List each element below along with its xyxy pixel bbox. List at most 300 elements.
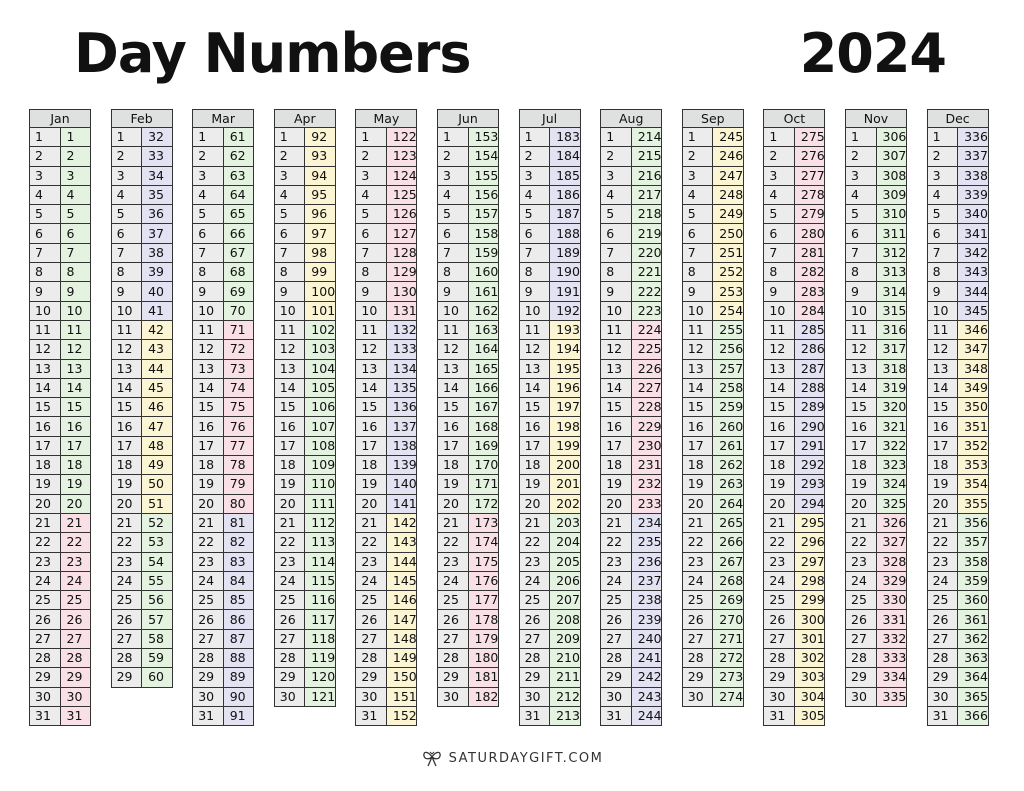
day-of-month: 18 [601,456,632,475]
day-of-year: 145 [386,571,417,590]
table-row [30,706,91,725]
day-of-year: 247 [713,166,744,185]
table-row [30,320,91,339]
day-of-month: 18 [519,456,550,475]
day-of-year: 219 [631,224,662,243]
day-of-month: 21 [438,513,469,532]
month-table [682,109,744,707]
table-row [193,359,254,378]
day-of-month: 16 [438,417,469,436]
table-row [193,591,254,610]
day-of-month: 29 [30,668,61,687]
day-of-month: 27 [764,629,795,648]
day-of-month: 3 [519,166,550,185]
day-of-month: 19 [438,475,469,494]
day-of-month: 23 [682,552,713,571]
day-of-month: 14 [274,378,305,397]
table-row [764,263,825,282]
day-of-year: 293 [794,475,825,494]
day-of-year: 104 [305,359,336,378]
day-of-year: 180 [468,649,499,668]
day-of-year: 22 [60,533,91,552]
day-of-year: 73 [223,359,254,378]
day-of-year: 16 [60,417,91,436]
table-row [111,128,172,147]
table-row [438,571,499,590]
day-of-month: 2 [356,147,387,166]
table-row [193,282,254,301]
day-of-month: 31 [764,706,795,725]
day-of-year: 253 [713,282,744,301]
table-row [519,128,580,147]
day-of-year: 61 [223,128,254,147]
day-of-month: 5 [682,205,713,224]
day-of-month: 29 [438,668,469,687]
day-of-month: 11 [927,320,958,339]
day-of-month: 19 [519,475,550,494]
day-of-year: 191 [550,282,581,301]
table-row [111,610,172,629]
day-of-year: 232 [631,475,662,494]
day-of-month: 6 [30,224,61,243]
table-row [519,571,580,590]
table-row [274,668,335,687]
day-of-year: 91 [223,706,254,725]
day-of-month: 25 [438,591,469,610]
day-of-year: 215 [631,147,662,166]
day-of-month: 29 [274,668,305,687]
month-table [111,109,173,688]
day-of-year: 224 [631,320,662,339]
table-row [274,359,335,378]
table-row [356,436,417,455]
day-of-year: 237 [631,571,662,590]
day-of-year: 125 [386,185,417,204]
table-row [601,533,662,552]
table-row [356,320,417,339]
day-of-year: 324 [876,475,907,494]
table-row [519,552,580,571]
day-of-year: 43 [142,340,173,359]
day-of-year: 78 [223,456,254,475]
day-of-year: 332 [876,629,907,648]
day-of-month: 30 [193,687,224,706]
day-of-month: 28 [356,649,387,668]
day-of-month: 22 [356,533,387,552]
day-of-month: 10 [438,301,469,320]
day-of-month: 21 [519,513,550,532]
table-row [764,147,825,166]
day-of-month: 5 [30,205,61,224]
day-of-year: 342 [958,243,989,262]
table-row [927,320,988,339]
day-of-year: 60 [142,668,173,687]
table-row [30,359,91,378]
day-of-month: 30 [438,687,469,706]
table-row [764,166,825,185]
day-of-month: 20 [438,494,469,513]
day-of-year: 177 [468,591,499,610]
day-of-year: 31 [60,706,91,725]
day-of-month: 13 [764,359,795,378]
day-of-year: 118 [305,629,336,648]
day-of-month: 24 [193,571,224,590]
table-row [927,205,988,224]
day-of-month: 9 [111,282,142,301]
table-row [193,243,254,262]
day-of-year: 182 [468,687,499,706]
day-of-year: 283 [794,282,825,301]
day-of-year: 53 [142,533,173,552]
table-row [519,513,580,532]
day-of-year: 40 [142,282,173,301]
day-of-year: 307 [876,147,907,166]
day-of-month: 30 [30,687,61,706]
month-table [29,109,91,726]
day-of-month: 17 [30,436,61,455]
day-of-month: 4 [30,185,61,204]
table-row [927,513,988,532]
table-row [356,591,417,610]
day-of-year: 140 [386,475,417,494]
day-of-year: 356 [958,513,989,532]
day-of-month: 14 [764,378,795,397]
day-of-year: 63 [223,166,254,185]
day-of-month: 15 [519,398,550,417]
day-of-month: 7 [764,243,795,262]
table-row [927,436,988,455]
day-of-year: 23 [60,552,91,571]
day-of-year: 246 [713,147,744,166]
table-row [30,340,91,359]
table-row [764,494,825,513]
day-of-month: 16 [356,417,387,436]
day-of-month: 12 [601,340,632,359]
day-of-year: 127 [386,224,417,243]
day-of-year: 109 [305,456,336,475]
day-of-year: 300 [794,610,825,629]
day-of-month: 15 [438,398,469,417]
brand-logo [421,748,604,768]
day-of-year: 213 [550,706,581,725]
day-of-year: 308 [876,166,907,185]
table-row [274,417,335,436]
day-of-month: 10 [601,301,632,320]
day-of-year: 211 [550,668,581,687]
table-row [111,552,172,571]
table-row [764,359,825,378]
table-row [519,147,580,166]
day-of-year: 322 [876,436,907,455]
day-of-year: 29 [60,668,91,687]
day-of-year: 361 [958,610,989,629]
table-row [438,513,499,532]
table-row [274,398,335,417]
table-row [601,147,662,166]
day-of-month: 16 [111,417,142,436]
table-row [601,436,662,455]
table-row [356,571,417,590]
day-of-month: 1 [438,128,469,147]
day-of-year: 241 [631,649,662,668]
day-of-year: 100 [305,282,336,301]
day-of-year: 42 [142,320,173,339]
day-of-year: 170 [468,456,499,475]
day-of-year: 238 [631,591,662,610]
table-row [193,224,254,243]
day-of-year: 350 [958,398,989,417]
day-of-month: 10 [682,301,713,320]
table-row [438,340,499,359]
table-row [111,301,172,320]
table-row [193,128,254,147]
table-row [519,629,580,648]
day-of-year: 245 [713,128,744,147]
day-of-month: 3 [927,166,958,185]
day-of-month: 29 [111,668,142,687]
table-row [193,147,254,166]
day-of-year: 6 [60,224,91,243]
day-of-month: 12 [438,340,469,359]
day-of-month: 22 [274,533,305,552]
table-row [519,282,580,301]
day-of-month: 13 [682,359,713,378]
table-row [519,610,580,629]
day-of-month: 14 [111,378,142,397]
day-of-month: 5 [846,205,877,224]
table-row [601,166,662,185]
day-of-year: 257 [713,359,744,378]
table-row [193,533,254,552]
day-of-month: 20 [927,494,958,513]
day-of-month: 15 [356,398,387,417]
day-of-year: 99 [305,263,336,282]
day-of-year: 86 [223,610,254,629]
day-of-month: 19 [111,475,142,494]
day-of-month: 21 [274,513,305,532]
day-of-year: 315 [876,301,907,320]
day-of-month: 13 [111,359,142,378]
day-of-year: 97 [305,224,336,243]
day-of-month: 12 [519,340,550,359]
day-of-year: 24 [60,571,91,590]
day-of-month: 4 [846,185,877,204]
day-of-month: 4 [601,185,632,204]
table-row [927,687,988,706]
day-of-month: 11 [601,320,632,339]
table-row [601,706,662,725]
day-of-month: 27 [519,629,550,648]
day-of-month: 8 [519,263,550,282]
month-aug [600,109,662,726]
table-row [601,417,662,436]
day-of-month: 4 [274,185,305,204]
day-of-month: 24 [274,571,305,590]
table-row [111,668,172,687]
table-row [356,359,417,378]
day-of-month: 6 [764,224,795,243]
day-of-year: 317 [876,340,907,359]
day-of-year: 276 [794,147,825,166]
table-row [682,436,743,455]
day-of-month: 19 [846,475,877,494]
day-of-year: 149 [386,649,417,668]
day-of-month: 11 [193,320,224,339]
day-of-year: 242 [631,668,662,687]
table-row [519,320,580,339]
day-of-year: 338 [958,166,989,185]
day-of-year: 164 [468,340,499,359]
day-of-month: 13 [519,359,550,378]
month-header: Jun [438,110,499,128]
day-of-year: 54 [142,552,173,571]
day-of-month: 20 [111,494,142,513]
day-of-year: 229 [631,417,662,436]
day-of-month: 8 [274,263,305,282]
table-row [846,687,907,706]
table-row [764,533,825,552]
day-of-month: 13 [438,359,469,378]
day-of-year: 265 [713,513,744,532]
day-of-month: 28 [193,649,224,668]
table-row [846,224,907,243]
day-of-month: 7 [438,243,469,262]
day-of-year: 82 [223,533,254,552]
day-of-year: 336 [958,128,989,147]
table-row [846,533,907,552]
day-of-year: 360 [958,591,989,610]
day-of-month: 4 [682,185,713,204]
day-of-year: 98 [305,243,336,262]
table-row [846,320,907,339]
day-of-month: 10 [274,301,305,320]
day-of-year: 88 [223,649,254,668]
table-row [30,417,91,436]
day-of-year: 139 [386,456,417,475]
day-of-month: 27 [846,629,877,648]
day-of-month: 26 [927,610,958,629]
day-of-year: 320 [876,398,907,417]
table-row [111,417,172,436]
day-of-year: 279 [794,205,825,224]
table-row [764,571,825,590]
day-of-year: 302 [794,649,825,668]
day-of-year: 233 [631,494,662,513]
table-row [927,475,988,494]
day-of-year: 120 [305,668,336,687]
day-of-year: 112 [305,513,336,532]
table-row [927,571,988,590]
table-row [764,513,825,532]
day-of-year: 263 [713,475,744,494]
day-of-month: 14 [30,378,61,397]
table-row [274,185,335,204]
table-row [438,166,499,185]
table-row [30,629,91,648]
table-row [438,456,499,475]
day-of-month: 17 [764,436,795,455]
table-row [30,533,91,552]
table-row [682,301,743,320]
day-of-year: 298 [794,571,825,590]
day-of-year: 319 [876,378,907,397]
day-of-year: 345 [958,301,989,320]
day-of-month: 16 [846,417,877,436]
day-of-month: 21 [30,513,61,532]
table-row [438,552,499,571]
month-header: Sep [682,110,743,128]
table-row [438,224,499,243]
table-row [193,263,254,282]
day-of-year: 105 [305,378,336,397]
table-row [846,513,907,532]
table-row [927,378,988,397]
table-row [519,668,580,687]
day-of-month: 31 [30,706,61,725]
month-header: Dec [927,110,988,128]
day-of-month: 25 [111,591,142,610]
day-of-month: 28 [846,649,877,668]
day-of-month: 26 [846,610,877,629]
day-of-year: 72 [223,340,254,359]
table-row [846,147,907,166]
day-of-month: 30 [764,687,795,706]
day-of-year: 123 [386,147,417,166]
day-of-year: 7 [60,243,91,262]
day-of-year: 107 [305,417,336,436]
day-of-year: 111 [305,494,336,513]
day-of-month: 21 [601,513,632,532]
table-row [601,571,662,590]
table-row [519,301,580,320]
day-of-month: 6 [193,224,224,243]
day-of-month: 25 [846,591,877,610]
day-of-year: 243 [631,687,662,706]
table-row [519,591,580,610]
day-of-month: 23 [274,552,305,571]
day-of-month: 25 [927,591,958,610]
day-of-month: 18 [438,456,469,475]
day-of-month: 4 [356,185,387,204]
day-of-year: 341 [958,224,989,243]
day-of-year: 65 [223,205,254,224]
table-row [927,340,988,359]
day-of-month: 26 [682,610,713,629]
day-of-month: 10 [356,301,387,320]
table-row [356,128,417,147]
day-of-year: 303 [794,668,825,687]
day-of-year: 96 [305,205,336,224]
day-of-month: 9 [682,282,713,301]
month-header: Feb [111,110,172,128]
table-row [438,320,499,339]
day-of-year: 183 [550,128,581,147]
day-of-year: 240 [631,629,662,648]
table-row [30,436,91,455]
day-of-year: 230 [631,436,662,455]
day-of-year: 131 [386,301,417,320]
day-of-year: 77 [223,436,254,455]
day-of-month: 16 [519,417,550,436]
table-row [438,475,499,494]
day-of-month: 15 [927,398,958,417]
table-row [438,533,499,552]
table-row [846,494,907,513]
table-row [519,398,580,417]
table-row [846,552,907,571]
day-of-year: 135 [386,378,417,397]
day-of-year: 273 [713,668,744,687]
